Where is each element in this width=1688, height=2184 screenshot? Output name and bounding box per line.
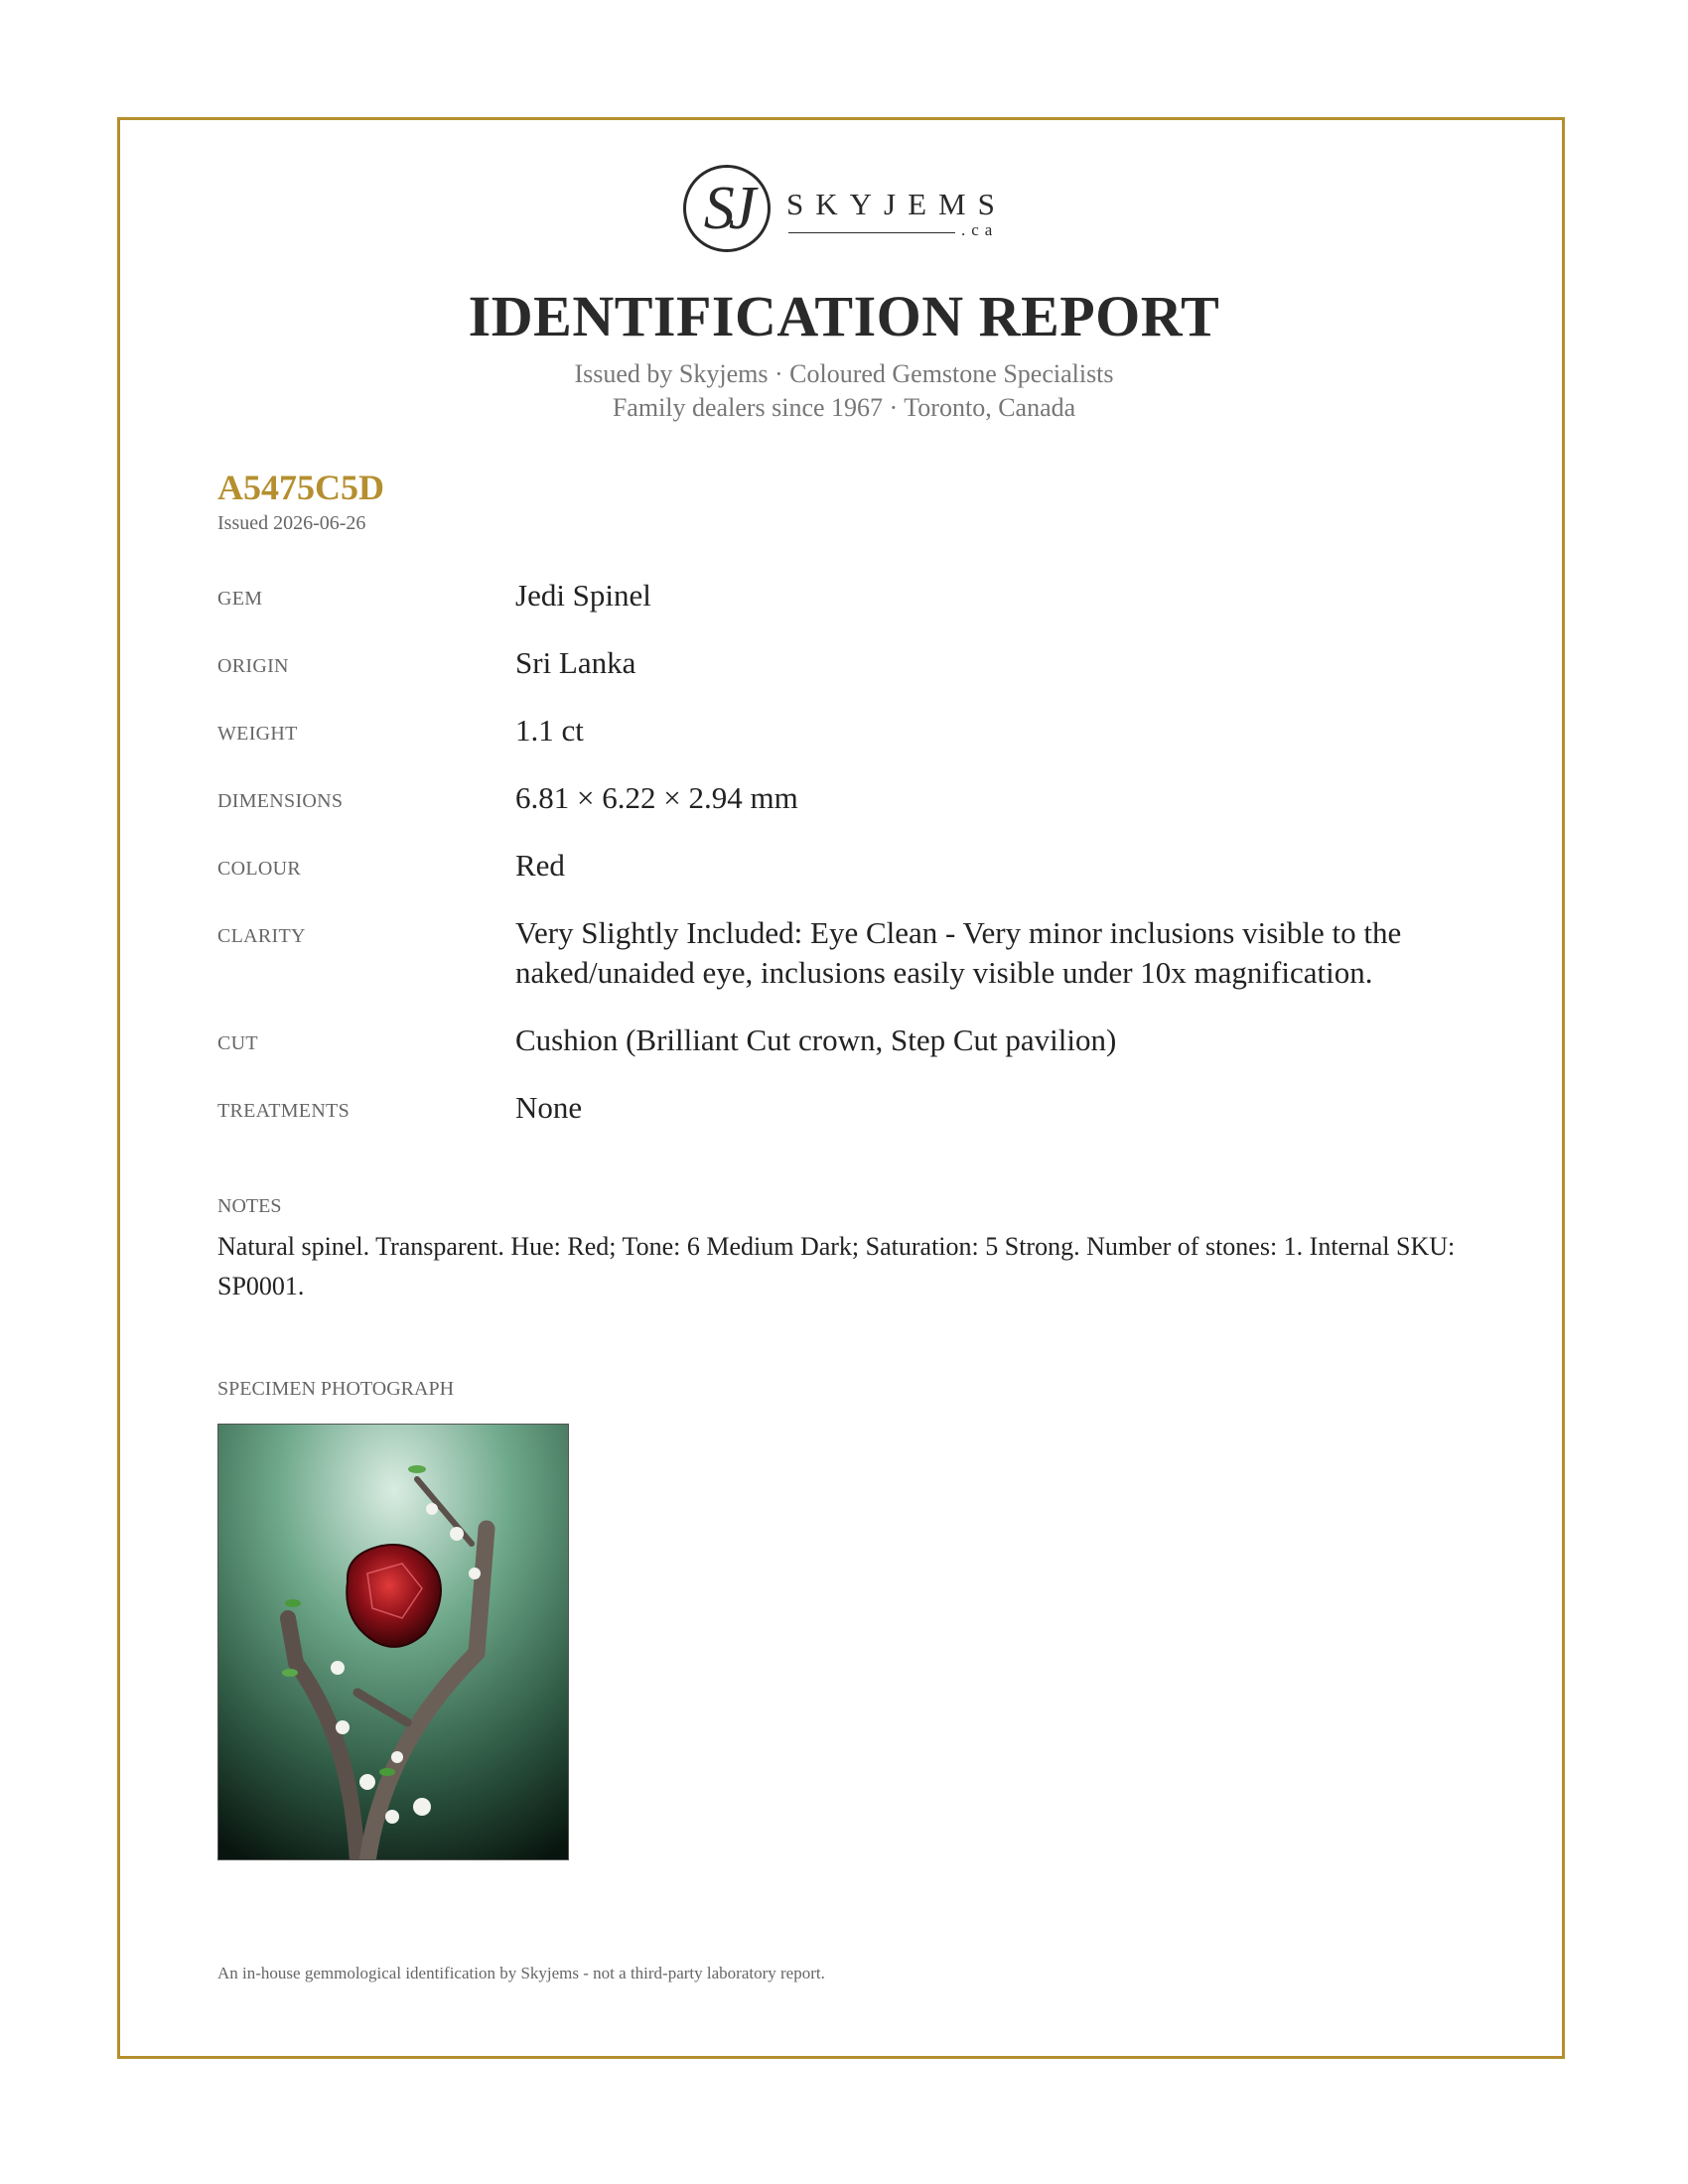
field-value: 6.81 × 6.22 × 2.94 mm: [515, 780, 798, 815]
notes-label: NOTES: [217, 1195, 282, 1217]
field-label: TREATMENTS: [217, 1100, 350, 1122]
notes-text: Natural spinel. Transparent. Hue: Red; Tone: 6 Medium Dark; Saturation: 5 Strong. Number of stones: 1. Internal SKU: SP0001.: [217, 1232, 1456, 1300]
specimen-photo-image: [218, 1425, 569, 1860]
field-value: Jedi Spinel: [515, 578, 651, 613]
specimen-photo: [217, 1424, 569, 1860]
gem-details: [217, 576, 1508, 1156]
field-row-treatments: [217, 1088, 1508, 1156]
photo-label: SPECIMEN PHOTOGRAPH: [217, 1378, 455, 1400]
field-label: DIMENSIONS: [217, 790, 344, 812]
field-value: 1.1 ct: [515, 713, 584, 748]
field-row-origin: [217, 643, 1508, 711]
field-value: Very Slightly Included: Eye Clean - Very minor inclusions visible to the naked/unaided eye, inclusions easily visible under 10x magnification.: [515, 915, 1402, 990]
field-row-gem: [217, 576, 1508, 643]
logo-underline: [788, 232, 955, 233]
field-label: COLOUR: [217, 858, 302, 880]
field-value: Red: [515, 848, 565, 883]
logo-monogram: SJ: [703, 175, 751, 242]
field-value: None: [515, 1090, 583, 1125]
field-row-cut: [217, 1021, 1508, 1088]
field-row-colour: [217, 846, 1508, 913]
field-row-weight: [217, 711, 1508, 778]
field-row-clarity: [217, 913, 1508, 1021]
field-row-dimensions: [217, 778, 1508, 846]
field-label: GEM: [217, 588, 263, 610]
logo-wordmark: SKYJEMS: [786, 187, 1007, 221]
field-value: Sri Lanka: [515, 645, 636, 680]
report-title: IDENTIFICATION REPORT: [468, 284, 1220, 348]
issuer-line: Issued by Skyjems · Coloured Gemstone Specialists: [574, 359, 1114, 388]
field-label: CLARITY: [217, 925, 306, 947]
field-label: CUT: [217, 1032, 258, 1054]
report-id: A5475C5D: [217, 468, 384, 507]
logo-domain: .ca: [961, 220, 999, 239]
field-label: ORIGIN: [217, 655, 289, 677]
field-label: WEIGHT: [217, 723, 298, 745]
issue-date: Issued 2026-06-26: [217, 512, 366, 534]
dealer-line: Family dealers since 1967 · Toronto, Canada: [612, 393, 1076, 422]
disclaimer: An in-house gemmological identification by Skyjems - not a third-party laboratory report.: [217, 1964, 825, 1982]
skyjems-logo: [683, 163, 1011, 262]
field-value: Cushion (Brilliant Cut crown, Step Cut pavilion): [515, 1023, 1117, 1057]
